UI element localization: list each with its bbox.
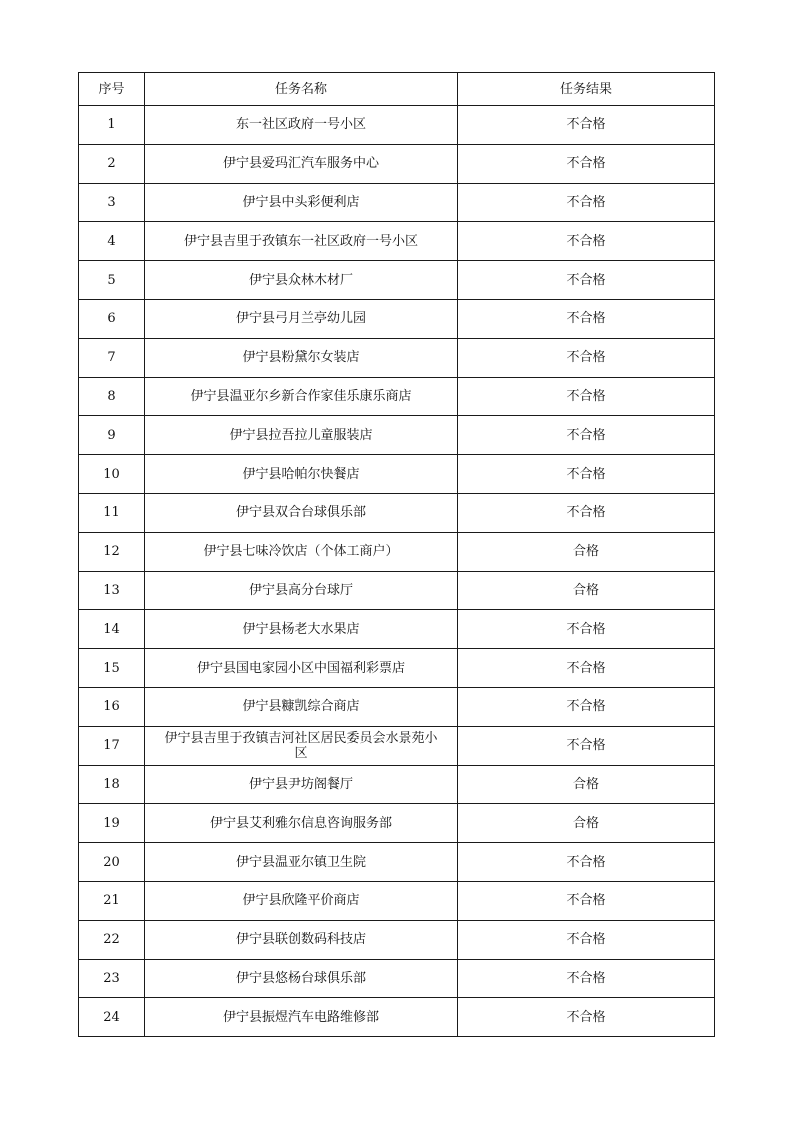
table-row	[79, 144, 715, 183]
row-task-result: 不合格	[458, 144, 715, 183]
table-row	[79, 455, 715, 494]
table-header	[79, 73, 715, 106]
row-task-result: 合格	[458, 571, 715, 610]
row-task-result: 不合格	[458, 261, 715, 300]
row-task-name: 伊宁县七味冷饮店（个体工商户）	[145, 532, 458, 571]
row-task-name: 伊宁县联创数码科技店	[145, 920, 458, 959]
row-task-name: 伊宁县中头彩便利店	[145, 183, 458, 222]
table-row	[79, 998, 715, 1037]
table-row	[79, 765, 715, 804]
table-row	[79, 493, 715, 532]
row-serial-number: 15	[79, 649, 145, 688]
row-task-name: 伊宁县国电家园小区中国福利彩票店	[145, 649, 458, 688]
row-task-result: 不合格	[458, 649, 715, 688]
row-task-result: 不合格	[458, 610, 715, 649]
table-row	[79, 881, 715, 920]
row-task-name: 伊宁县吉里于孜镇吉河社区居民委员会水景苑小区	[145, 726, 458, 765]
table-row	[79, 571, 715, 610]
row-task-result: 不合格	[458, 416, 715, 455]
table-row	[79, 532, 715, 571]
row-task-result: 不合格	[458, 455, 715, 494]
row-serial-number: 18	[79, 765, 145, 804]
row-serial-number: 14	[79, 610, 145, 649]
row-serial-number: 7	[79, 338, 145, 377]
inspection-results-table	[78, 72, 715, 1037]
table-row	[79, 377, 715, 416]
row-task-name: 伊宁县众林木材厂	[145, 261, 458, 300]
row-task-result: 不合格	[458, 998, 715, 1037]
row-task-name: 伊宁县高分台球厅	[145, 571, 458, 610]
row-task-result: 不合格	[458, 959, 715, 998]
row-serial-number: 1	[79, 106, 145, 145]
row-task-result: 不合格	[458, 338, 715, 377]
row-task-name: 伊宁县哈帕尔快餐店	[145, 455, 458, 494]
table-row	[79, 843, 715, 882]
row-serial-number: 5	[79, 261, 145, 300]
table-row	[79, 610, 715, 649]
row-task-result: 不合格	[458, 726, 715, 765]
row-serial-number: 9	[79, 416, 145, 455]
row-serial-number: 16	[79, 687, 145, 726]
row-serial-number: 11	[79, 493, 145, 532]
row-serial-number: 22	[79, 920, 145, 959]
row-task-name: 伊宁县杨老大水果店	[145, 610, 458, 649]
header-task-name: 任务名称	[145, 73, 458, 106]
row-serial-number: 17	[79, 726, 145, 765]
table-body	[79, 106, 715, 1037]
row-task-name: 伊宁县振煜汽车电路维修部	[145, 998, 458, 1037]
row-task-result: 合格	[458, 532, 715, 571]
table-row	[79, 338, 715, 377]
row-task-result: 不合格	[458, 881, 715, 920]
header-serial-number: 序号	[79, 73, 145, 106]
table-row	[79, 649, 715, 688]
row-task-result: 不合格	[458, 106, 715, 145]
row-serial-number: 10	[79, 455, 145, 494]
table-row	[79, 299, 715, 338]
row-serial-number: 12	[79, 532, 145, 571]
row-task-result: 不合格	[458, 687, 715, 726]
header-task-result: 任务结果	[458, 73, 715, 106]
row-task-result: 合格	[458, 765, 715, 804]
row-task-name: 伊宁县温亚尔乡新合作家佳乐康乐商店	[145, 377, 458, 416]
row-task-name: 伊宁县温亚尔镇卫生院	[145, 843, 458, 882]
row-task-result: 不合格	[458, 299, 715, 338]
row-serial-number: 6	[79, 299, 145, 338]
row-task-result: 不合格	[458, 222, 715, 261]
table-row	[79, 959, 715, 998]
row-serial-number: 19	[79, 804, 145, 843]
row-task-name: 东一社区政府一号小区	[145, 106, 458, 145]
row-task-name: 伊宁县艾利雅尔信息咨询服务部	[145, 804, 458, 843]
row-task-result: 不合格	[458, 843, 715, 882]
table-row	[79, 106, 715, 145]
row-serial-number: 20	[79, 843, 145, 882]
row-task-name: 伊宁县悠杨台球俱乐部	[145, 959, 458, 998]
row-serial-number: 2	[79, 144, 145, 183]
row-serial-number: 4	[79, 222, 145, 261]
row-serial-number: 24	[79, 998, 145, 1037]
row-task-name: 伊宁县欣隆平价商店	[145, 881, 458, 920]
row-serial-number: 21	[79, 881, 145, 920]
row-serial-number: 3	[79, 183, 145, 222]
table-row	[79, 804, 715, 843]
row-task-result: 不合格	[458, 920, 715, 959]
row-task-result: 不合格	[458, 183, 715, 222]
row-task-result: 不合格	[458, 493, 715, 532]
row-task-result: 合格	[458, 804, 715, 843]
table-row	[79, 183, 715, 222]
row-task-name: 伊宁县爱玛汇汽车服务中心	[145, 144, 458, 183]
row-task-name: 伊宁县吉里于孜镇东一社区政府一号小区	[145, 222, 458, 261]
table-row	[79, 920, 715, 959]
row-serial-number: 13	[79, 571, 145, 610]
row-serial-number: 23	[79, 959, 145, 998]
row-task-name: 伊宁县拉吾拉儿童服装店	[145, 416, 458, 455]
row-task-name: 伊宁县粉黛尔女装店	[145, 338, 458, 377]
table-row	[79, 261, 715, 300]
row-task-name: 伊宁县糠凯综合商店	[145, 687, 458, 726]
row-task-name: 伊宁县尹坊阁餐厅	[145, 765, 458, 804]
row-task-name: 伊宁县双合台球俱乐部	[145, 493, 458, 532]
row-serial-number: 8	[79, 377, 145, 416]
table-row	[79, 726, 715, 765]
table-row	[79, 222, 715, 261]
table-row	[79, 687, 715, 726]
header-row	[79, 73, 715, 106]
row-task-result: 不合格	[458, 377, 715, 416]
row-task-name: 伊宁县弓月兰亭幼儿园	[145, 299, 458, 338]
table-row	[79, 416, 715, 455]
